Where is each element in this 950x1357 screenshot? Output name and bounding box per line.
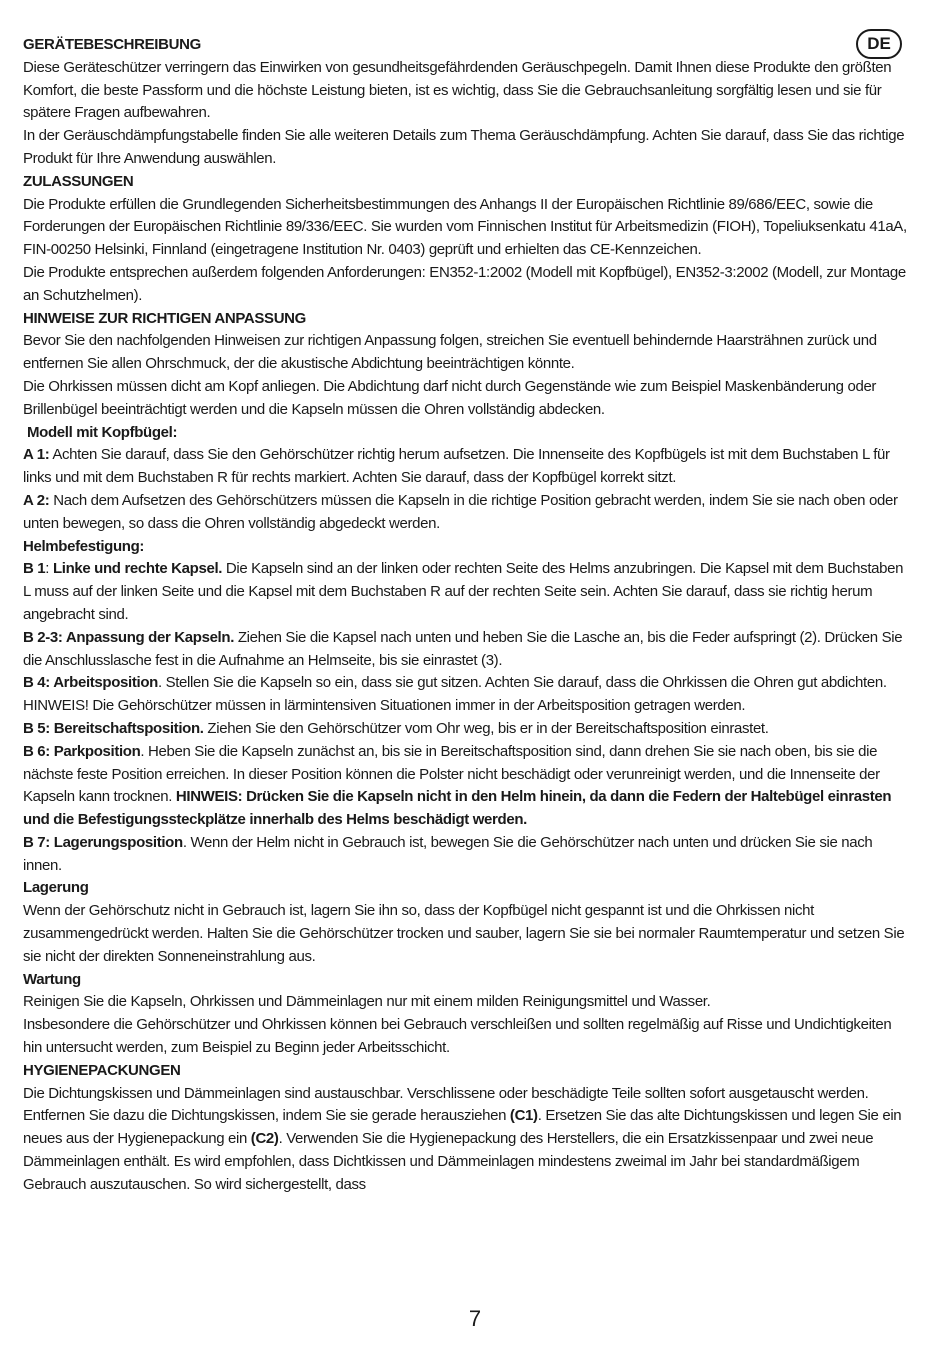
heading-hygienepackungen: HYGIENEPACKUNGEN <box>23 1061 181 1079</box>
step-a1 <box>23 444 908 490</box>
heading-lagerung: Lagerung <box>23 879 89 897</box>
step-text: . Heben Sie die Kapseln zunächst an, bis sie in Bereitschaftsposition sind, dann drehen Sie sie nach oben, bis sie die nächste feste Position erreichen. In dieser Position können die Polster nicht beschädigt oder verunreinigt werden, und die Innenseite der Kapseln kann trocknen. <box>23 742 880 806</box>
step-b2-3 <box>23 627 908 673</box>
step-b7 <box>23 832 908 878</box>
page-number: 7 <box>468 1306 482 1331</box>
heading-geraetebeschreibung: GERÄTEBESCHREIBUNG <box>23 36 201 53</box>
text-run: Die Dichtungskissen und Dämmeinlagen sind austauschbar. Verschlissene oder beschädigte Teile sollten sofort ausgetauscht werden. Entfernen Sie dazu die Dichtungskissen, indem Sie sie gerade herausziehen <box>23 1084 869 1125</box>
step-text: . Stellen Sie die Kapseln so ein, dass sie gut sitzen. Achten Sie darauf, dass die Ohrkissen die Ohren gut abdichten. HINWEIS! Die Gehörschützer müssen in lärmintensiven Situationen immer in der Arbeitsposition getragen werden. <box>23 674 887 715</box>
paragraph: Die Ohrkissen müssen dicht am Kopf anliegen. Die Abdichtung darf nicht durch Gegenstände wie zum Beispiel Maskenbänderung oder Brillenbügel beeinträchtigt werden und die Kapseln müssen die Ohren vollständig abdecken. <box>23 377 877 418</box>
paragraph: In der Geräuschdämpfungstabelle finden Sie alle weiteren Details zum Thema Geräuschdämpfung. Achten Sie darauf, dass Sie das richtige Produkt für Ihre Anwendung auswählen. <box>23 127 905 167</box>
step-text: Achten Sie darauf, dass Sie den Gehörschützer richtig herum aufsetzen. Die Innenseite des Kopfbügels ist mit dem Buchstaben L für links und mit dem Buchstaben R für rechts markiert. Achten Sie darauf, dass der Kopfbügel korrekt sitzt. <box>23 446 890 487</box>
paragraph: Reinigen Sie die Kapseln, Ohrkissen und Dämmeinlagen nur mit einem milden Reinigungsmittel und Wasser. <box>23 993 711 1011</box>
figure-ref-c1: (C1) <box>509 1107 538 1125</box>
step-b6 <box>23 741 908 832</box>
step-label: B 4: Arbeitsposition <box>23 674 158 692</box>
paragraph: Insbesondere die Gehörschützer und Ohrkissen können bei Gebrauch verschleißen und sollten regelmäßig auf Risse und Undichtigkeiten hin untersucht werden, zum Beispiel zu Beginn jeder Arbeitsschicht. <box>23 1016 892 1057</box>
step-b5 <box>23 718 908 741</box>
step-a2 <box>23 490 908 536</box>
step-b4 <box>23 672 908 718</box>
paragraph <box>23 1083 908 1197</box>
step-text: Ziehen Sie die Kapsel nach unten und heben Sie die Lasche an, bis die Feder aufspringt (2). Drücken Sie die Anschlusslasche fest in die Aufnahme an Helmseite, bis sie einrastet (3). <box>23 628 903 669</box>
paragraph: Bevor Sie den nachfolgenden Hinweisen zur richtigen Anpassung folgen, streichen Sie eventuell behindernde Haarsträhnen zurück und entfernen Sie allen Ohrschmuck, der die akustische Abdichtung beeinträchtigen könnte. <box>23 332 877 373</box>
step-label: B 1 <box>23 560 46 578</box>
step-text: Ziehen Sie den Gehörschützer vom Ohr weg, bis er in der Bereitschaftsposition einrastet. <box>203 719 769 737</box>
step-title: Linke und rechte Kapsel. <box>52 560 223 578</box>
text-run: . Verwenden Sie die Hygienepackung des Herstellers, die ein Ersatzkissenpaar und zwei neue Dämmeinlagen enthält. Es wird empfohlen, dass Dichtkissen und Dämmeinlagen mindestens zweimal im Jahr bei standardmäßigem Gebrauch auszutauschen. So wird sichergestellt, dass <box>23 1130 874 1193</box>
step-colon: : <box>45 560 53 578</box>
step-text: Die Kapseln sind an der linken oder rechten Seite des Helms anzubringen. Die Kapsel mit dem Buchstaben L muss auf der linken Seite und die Kapsel mit dem Buchstaben R auf der rechten Seite sein. Achten Sie darauf, dass sie richtig herum angebracht sind. <box>23 560 904 623</box>
heading-hinweise: HINWEISE ZUR RICHTIGEN ANPASSUNG <box>23 309 306 327</box>
heading-wartung: Wartung <box>23 970 81 988</box>
figure-ref-c2: (C2) <box>250 1130 279 1148</box>
step-text: . Wenn der Helm nicht in Gebrauch ist, bewegen Sie die Gehörschützer nach unten und drücken Sie sie nach innen. <box>23 833 873 874</box>
paragraph: Diese Geräteschützer verringern das Einwirken von gesundheitsgefährdenden Geräuschpegeln. Damit Ihnen diese Produkte den größten Komfort, die beste Passform und die höchste Leistung bieten, ist es wichtig, dass Sie die Gebrauchsanleitung sorgfältig lesen und sie für spätere Fragen aufbewahren. <box>23 58 892 122</box>
text-run: . Ersetzen Sie das alte Dichtungskissen und legen Sie ein neues aus der Hygienepackung ein <box>23 1107 902 1148</box>
paragraph: Wenn der Gehörschutz nicht in Gebrauch ist, lagern Sie ihn so, dass der Kopfbügel nicht gespannt ist und die Ohrkissen nicht zusammengedrückt werden. Halten Sie die Gehörschützer trocken und sauber, lagern Sie sie bei normaler Raumtemperatur und setzen Sie sie nicht der direkten Sonneneinstrahlung aus. <box>23 902 905 965</box>
subheading-helmbefestigung: Helmbefestigung: <box>23 537 145 555</box>
step-label: B 6: Parkposition <box>23 742 141 760</box>
step-text: Nach dem Aufsetzen des Gehörschützers müssen die Kapseln in die richtige Position gebracht werden, indem Sie sie nach oben oder unten bewegen, so dass die Ohren vollständig abgedeckt werden. <box>23 491 898 532</box>
heading-zulassungen: ZULASSUNGEN <box>23 172 134 190</box>
step-label: B 2-3: Anpassung der Kapseln. <box>23 628 235 646</box>
manual-page-body <box>23 34 908 1314</box>
paragraph: Die Produkte erfüllen die Grundlegenden Sicherheitsbestimmungen des Anhangs II der Europäischen Richtlinie 89/686/EEC, sowie die Forderungen der Europäischen Richtlinie 89/336/EEC. Sie wurden vom Finnischen Institut für Arbeitsmedizin (FIOH), Topeliuksenkatu 41aA, FIN-00250 Helsinki, Finnland (eingetragene Institution Nr. 0403) geprüft und erhielten das CE-Kennzeichen. <box>23 195 907 259</box>
step-label: B 7: Lagerungsposition <box>23 833 183 851</box>
step-label: A 1: <box>23 446 50 464</box>
language-badge: DE <box>856 29 902 59</box>
step-b1 <box>23 558 908 626</box>
subheading-kopfbuegel: Modell mit Kopfbügel: <box>27 423 178 441</box>
step-label: B 5: Bereitschaftsposition. <box>23 719 204 737</box>
paragraph: Die Produkte entsprechen außerdem folgenden Anforderungen: EN352-1:2002 (Modell mit Kopfbügel), EN352-3:2002 (Modell, zur Montage an Schutzhelmen). <box>23 263 906 304</box>
step-label: A 2: <box>23 491 50 509</box>
warning-text: HINWEIS: Drücken Sie die Kapseln nicht in den Helm hinein, da dann die Federn der Haltebügel einrasten und die Befestigungssteckplätze innerhalb des Helms beschädigt werden. <box>23 788 892 829</box>
